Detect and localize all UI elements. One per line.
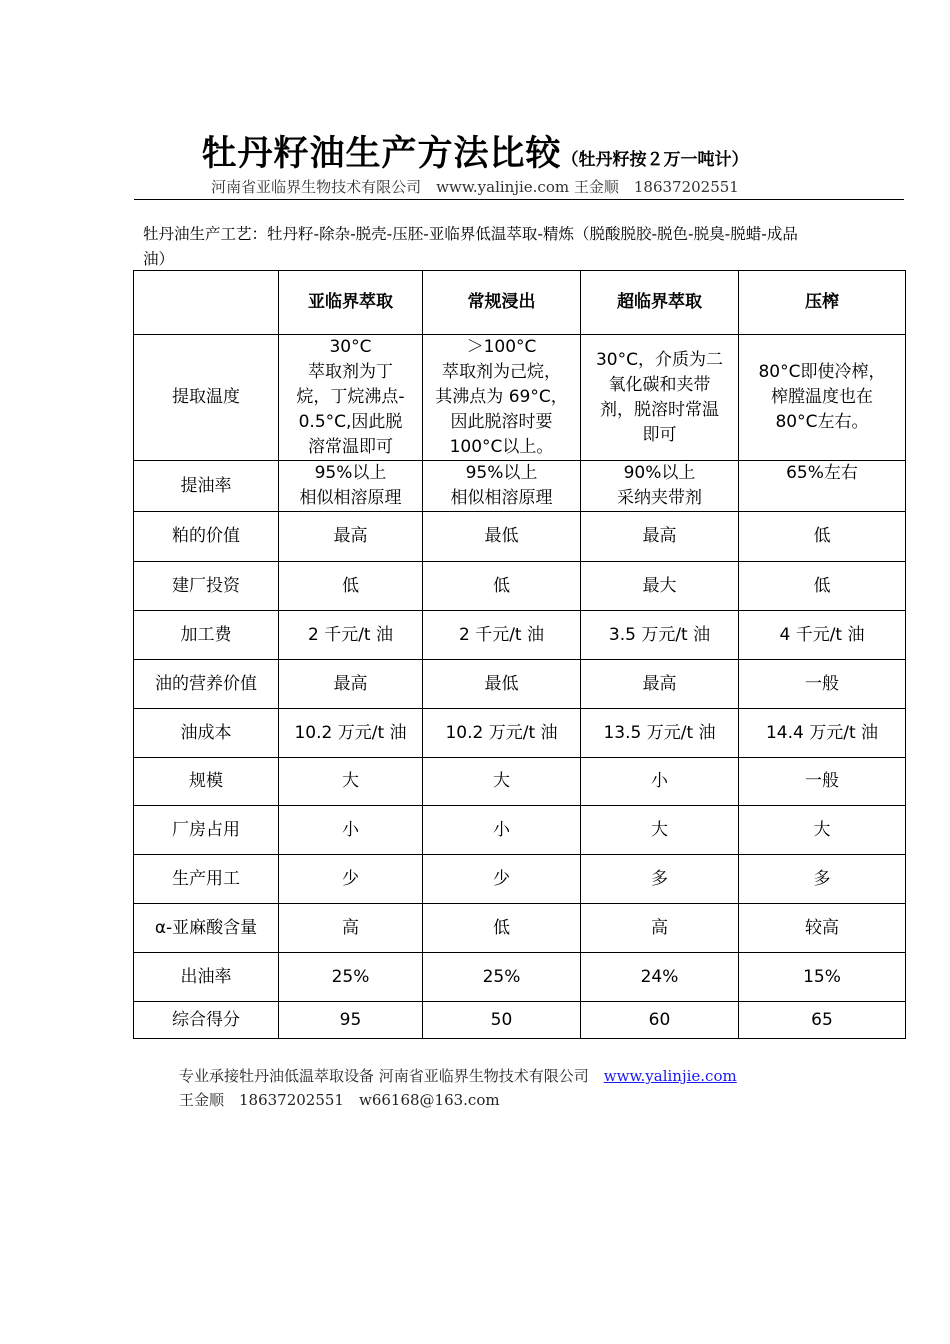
cell-line: 0.5°C,因此脱 (298, 412, 403, 432)
table-cell (581, 611, 739, 660)
cell-line: 4 千元/t 油 (779, 624, 865, 645)
row-label: 油的营养价值 (134, 660, 279, 709)
column-header: 超临界萃取 (581, 271, 739, 335)
table-cell (739, 461, 906, 512)
table-cell (739, 855, 906, 904)
table-cell (581, 562, 739, 611)
row-label: 提取温度 (134, 335, 279, 461)
table-cell (423, 335, 581, 461)
table-cell (423, 953, 581, 1002)
cell-line: 低 (813, 526, 831, 546)
table-cell (279, 562, 423, 611)
table-cell (581, 461, 739, 512)
table-cell (581, 512, 739, 562)
cell-line: 65 (811, 1009, 833, 1030)
table-cell (739, 611, 906, 660)
cell-line: 15% (803, 966, 841, 987)
cell-line: 80°C左右。 (775, 412, 869, 432)
cell-line: 95%以上 (314, 463, 387, 483)
comparison-table (133, 270, 906, 1039)
table-cell (581, 904, 739, 953)
cell-line: 多 (813, 868, 831, 889)
cell-line: 10.2 万元/t 油 (445, 722, 558, 743)
cell-line: 榨膛温度也在 (771, 387, 873, 407)
cell-line: 一般 (805, 771, 839, 791)
footer-line-1 (179, 1064, 737, 1088)
process-line: 油） (143, 250, 175, 268)
cell-line: 高 (651, 917, 668, 938)
cell-line: 相似相溶原理 (299, 488, 402, 508)
cell-line: 最高 (333, 526, 368, 546)
table-cell (581, 806, 739, 855)
footer-contact: 王金顺 18637202551 w66168@163.com (179, 1091, 500, 1109)
cell-line: 萃取剂为己烷， (442, 362, 561, 382)
cell-line: 最低 (484, 673, 519, 694)
table-cell (581, 953, 739, 1002)
cell-line: 大 (651, 819, 668, 840)
table-row (134, 953, 906, 1002)
table-cell (279, 1002, 423, 1039)
table-cell (739, 1002, 906, 1039)
cell-line: 低 (493, 917, 510, 938)
cell-line: 25% (482, 966, 521, 987)
cell-line: 少 (493, 868, 510, 889)
table-row (134, 562, 906, 611)
cell-line: 烷，丁烷沸点- (296, 387, 405, 407)
cell-line: 95%以上 (465, 463, 538, 483)
table-cell (423, 806, 581, 855)
cell-line: 最高 (642, 673, 677, 694)
cell-line: 30°C，介质为二 (595, 349, 723, 370)
cell-line: 大 (342, 771, 359, 791)
table-cell (279, 953, 423, 1002)
footer-company-text: 专业承接牡丹油低温萃取设备 河南省亚临界生物技术有限公司 (179, 1067, 604, 1085)
cell-line: 氧化碳和夹带 (608, 374, 711, 395)
cell-line: 最高 (333, 673, 368, 694)
company-header-line: 河南省亚临界生物技术有限公司 www.yalinjie.com 王金顺 18637202551 (211, 178, 739, 196)
row-label: α-亚麻酸含量 (134, 904, 279, 953)
row-label: 提油率 (134, 461, 279, 512)
cell-line: 溶常温即可 (308, 437, 393, 457)
row-label: 粕的价值 (134, 512, 279, 562)
cell-line: 高 (342, 917, 359, 938)
footer (179, 1064, 737, 1112)
cell-line: 最高 (642, 526, 677, 546)
cell-line: 10.2 万元/t 油 (294, 722, 407, 743)
cell-line: 2 千元/t 油 (458, 624, 545, 645)
table-cell (279, 611, 423, 660)
table-cell (423, 660, 581, 709)
table-cell (581, 660, 739, 709)
table-row (134, 335, 906, 461)
cell-line: 25% (331, 966, 370, 987)
process-description (143, 222, 903, 272)
title-subtitle: （牡丹籽按２万一吨计） (561, 150, 749, 170)
cell-line: 因此脱溶时要 (450, 412, 553, 432)
cell-line: 最低 (484, 526, 519, 546)
cell-line: 多 (651, 868, 668, 889)
table-row (134, 461, 906, 512)
table-cell (279, 512, 423, 562)
cell-line: 30°C (329, 337, 372, 357)
cell-line: 65%左右 (786, 463, 858, 483)
table-cell (581, 1002, 739, 1039)
table-cell (423, 512, 581, 562)
row-label: 厂房占用 (134, 806, 279, 855)
row-label: 油成本 (134, 709, 279, 758)
table-cell (423, 461, 581, 512)
row-label: 加工费 (134, 611, 279, 660)
column-header: 压榨 (739, 271, 906, 335)
table-cell (739, 562, 906, 611)
row-label: 生产用工 (134, 855, 279, 904)
row-label: 建厂投资 (134, 562, 279, 611)
row-label: 规模 (134, 758, 279, 806)
cell-line: 低 (813, 575, 831, 596)
cell-line: 大 (813, 819, 831, 840)
table-cell (739, 758, 906, 806)
table-row (134, 709, 906, 758)
table-cell (279, 758, 423, 806)
cell-line: 50 (490, 1009, 513, 1030)
cell-line: 100°C以上。 (449, 437, 554, 457)
cell-line: 低 (493, 575, 510, 596)
table-row (134, 611, 906, 660)
document-title (0, 126, 950, 176)
cell-line: 24% (640, 966, 679, 987)
table-cell (279, 904, 423, 953)
table-cell (279, 806, 423, 855)
title-main: 牡丹籽油生产方法比较 (201, 134, 562, 174)
table-row (134, 758, 906, 806)
row-label: 出油率 (134, 953, 279, 1002)
table-cell (581, 335, 739, 461)
cell-line: 一般 (805, 673, 839, 694)
table-cell (279, 335, 423, 461)
table-cell (423, 758, 581, 806)
table-row (134, 855, 906, 904)
table-row (134, 660, 906, 709)
table-cell (423, 709, 581, 758)
cell-line: 即可 (642, 424, 677, 445)
table-cell (739, 953, 906, 1002)
row-label: 综合得分 (134, 1002, 279, 1039)
table-row (134, 512, 906, 562)
process-line: 牡丹油生产工艺：牡丹籽-除杂-脱壳-压胚-亚临界低温萃取-精炼（脱酸脱胶-脱色-脱臭-脱蜡-成品 (143, 225, 798, 243)
cell-line: 萃取剂为丁 (308, 362, 393, 382)
column-header: 常规浸出 (423, 271, 581, 335)
table-header-row (134, 271, 906, 335)
table-cell (739, 512, 906, 562)
table-cell (739, 335, 906, 461)
website-link[interactable]: www.yalinjie.com (603, 1067, 737, 1085)
table-cell (739, 709, 906, 758)
cell-line: 小 (493, 819, 510, 840)
cell-line: 采纳夹带剂 (617, 488, 702, 508)
table-cell (581, 855, 739, 904)
cell-line: 小 (651, 771, 668, 791)
cell-line: 最大 (642, 575, 677, 596)
table-cell (423, 904, 581, 953)
cell-line: 90%以上 (623, 463, 696, 483)
table-cell (279, 461, 423, 512)
cell-line: 大 (493, 771, 510, 791)
table-cell (739, 904, 906, 953)
cell-line: 95 (339, 1009, 362, 1030)
cell-line: 其沸点为 69°C， (435, 387, 568, 407)
header-divider (134, 199, 904, 200)
table-cell (739, 806, 906, 855)
cell-line: 小 (342, 819, 359, 840)
cell-line: 低 (342, 575, 359, 596)
table-cell (423, 611, 581, 660)
table-row (134, 904, 906, 953)
cell-line: 少 (342, 868, 359, 889)
cell-line: 13.5 万元/t 油 (603, 722, 716, 743)
table-row (134, 1002, 906, 1039)
cell-line: 2 千元/t 油 (307, 624, 394, 645)
table-cell (423, 562, 581, 611)
table-cell (279, 660, 423, 709)
cell-line: 3.5 万元/t 油 (608, 624, 711, 645)
table-cell (279, 709, 423, 758)
column-header: 亚临界萃取 (279, 271, 423, 335)
column-header (134, 271, 279, 335)
table-cell (739, 660, 906, 709)
cell-line: 80°C即使冷榨， (758, 362, 886, 382)
cell-line: 相似相溶原理 (450, 488, 553, 508)
table-cell (279, 855, 423, 904)
table-cell (581, 709, 739, 758)
table-row (134, 806, 906, 855)
cell-line: 较高 (805, 917, 839, 938)
table-cell (581, 758, 739, 806)
cell-line: ＞100°C (466, 337, 537, 357)
cell-line: 剂，脱溶时常温 (600, 399, 719, 420)
table-cell (423, 855, 581, 904)
cell-line: 14.4 万元/t 油 (765, 722, 879, 743)
cell-line: 60 (648, 1009, 671, 1030)
table-cell (423, 1002, 581, 1039)
